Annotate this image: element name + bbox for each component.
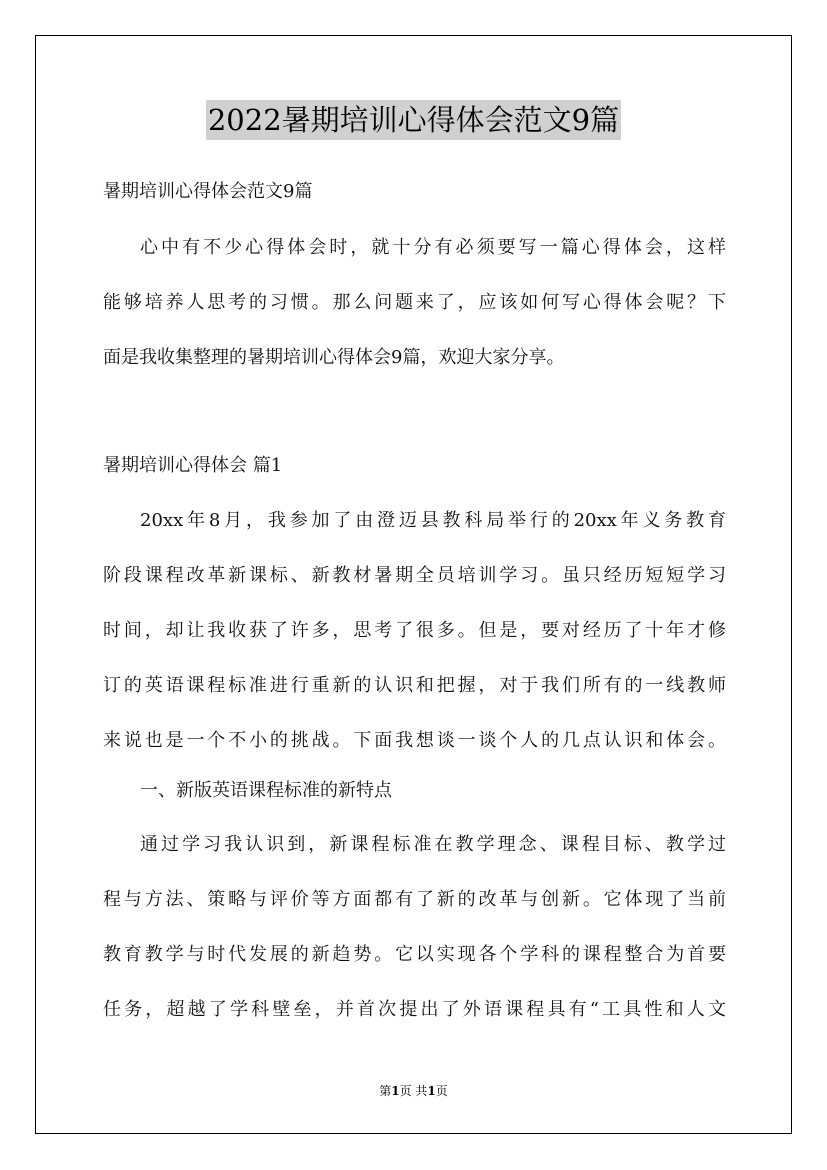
footer-page-number: 1 (391, 1084, 400, 1098)
title-container (0, 100, 827, 140)
footer-mid: 页 共 (399, 1084, 428, 1098)
document-subtitle: 暑期培训心得体会范文9篇 (103, 181, 313, 202)
paragraph-line: 20xx年8月，我参加了由澄迈县教科局举行的20xx年义务教育 (140, 510, 726, 531)
intro-line: 心中有不少心得体会时，就十分有必须要写一篇心得体会，这样 (140, 237, 726, 258)
footer-prefix: 第 (379, 1084, 392, 1098)
footer-total-pages: 1 (427, 1084, 436, 1098)
intro-line: 面是我收集整理的暑期培训心得体会9篇，欢迎大家分享。 (103, 347, 565, 368)
section-heading: 暑期培训心得体会 篇1 (103, 455, 283, 476)
paragraph-line: 任务，超越了学科壁垒，并首次提出了外语课程具有“工具性和人文 (103, 999, 726, 1020)
footer-suffix: 页 (435, 1084, 448, 1098)
paragraph-line: 教育教学与时代发展的新趋势。它以实现各个学科的课程整合为首要 (103, 944, 726, 965)
paragraph-line: 程与方法、策略与评价等方面都有了新的改革与创新。它体现了当前 (103, 889, 726, 910)
page-footer (0, 1083, 827, 1099)
document-title: 2022暑期培训心得体会范文9篇 (206, 100, 621, 140)
paragraph-line: 时间，却让我收获了许多，思考了很多。但是，要对经历了十年才修 (103, 620, 726, 641)
paragraph-line: 通过学习我认识到，新课程标准在教学理念、课程目标、教学过 (140, 834, 726, 855)
paragraph-line: 订的英语课程标准进行重新的认识和把握，对于我们所有的一线教师 (103, 675, 726, 696)
subheading: 一、新版英语课程标准的新特点 (140, 780, 392, 801)
intro-line: 能够培养人思考的习惯。那么问题来了，应该如何写心得体会呢？下 (103, 292, 726, 313)
paragraph-line: 阶段课程改革新课标、新教材暑期全员培训学习。虽只经历短短学习 (103, 565, 726, 586)
paragraph-line: 来说也是一个不小的挑战。下面我想谈一谈个人的几点认识和体会。 (103, 730, 726, 751)
